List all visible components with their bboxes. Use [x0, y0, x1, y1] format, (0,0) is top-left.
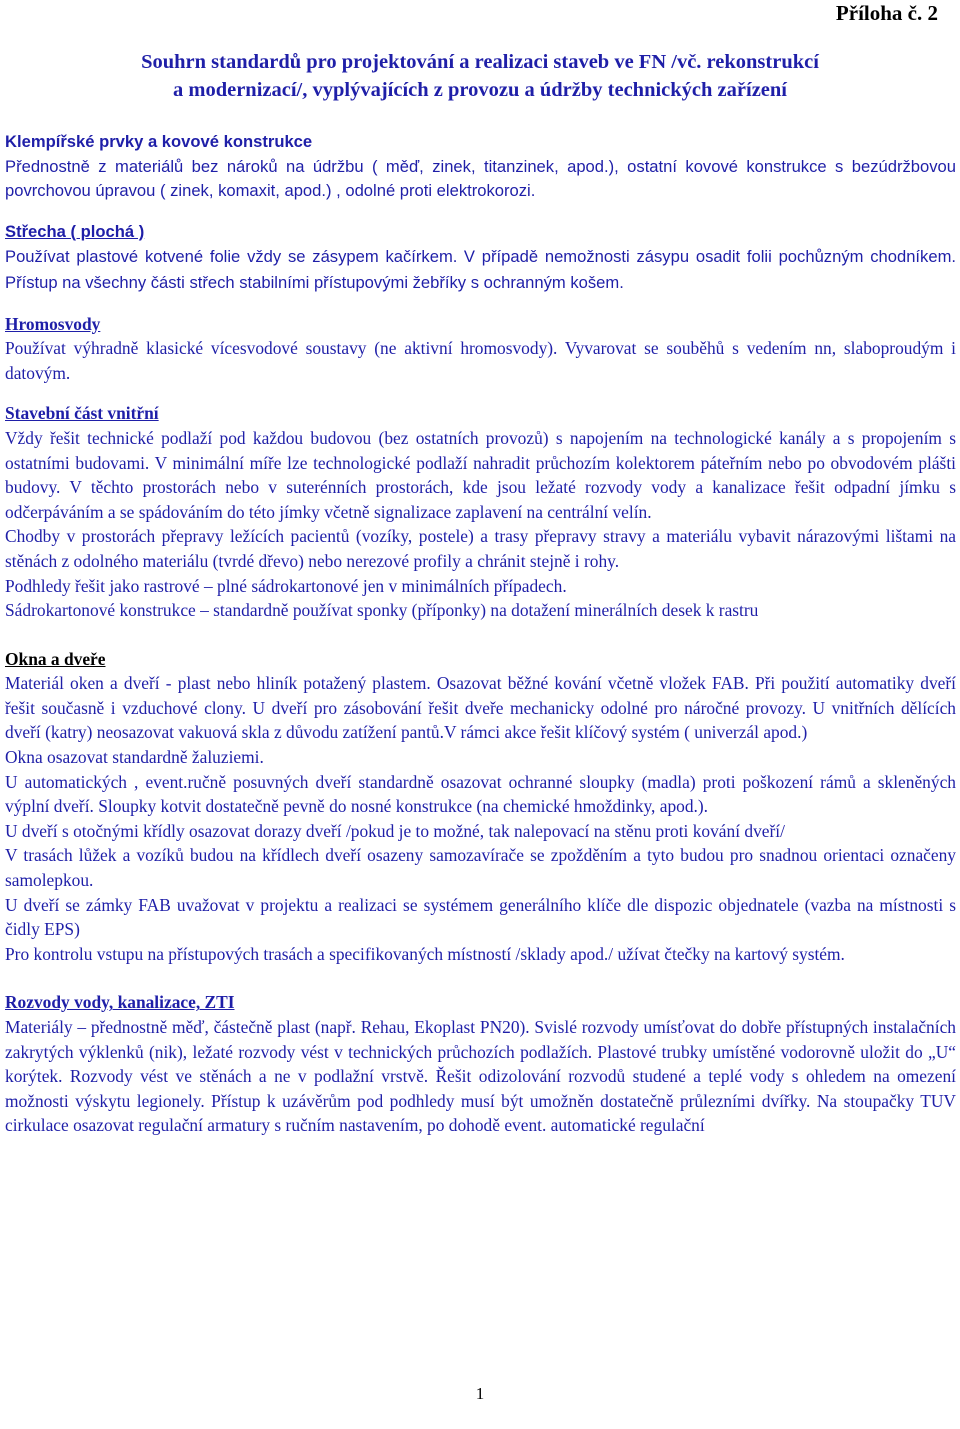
stavebni-paragraph-1: Vždy řešit technické podlaží pod každou budovou (bez ostatních provozů) s napojením na technologické kanály a s propojením s ostatními budovami. V minimální míře lze technologické podlaží nahradit průchozím kolektorem páteřním nebo po obvodovém plášti budovy. V těchto prostorách nebo v suterénních prostorách, kde jsou ležaté rozvody vody a kanalizace řešit odpadní jímku s odčerpáváním a se spádováním do této jímky včetně signalizace zaplavení na centrální velín.	[5, 427, 956, 522]
rozvody-paragraph-1: Materiály – přednostně měď, částečně plast (např. Rehau, Ekoplast PN20). Svislé rozvody umísťovat do dobře přístupných instalačních zakrytých výklenků (nik), ležaté rozvody vést v technických průchozích podlažích. Plastové trubky umístěné vodorovně uložit do „U“ korýtek. Rozvody vést ve stěnách a ne v podlažní vrstvě. Řešit odizolování rozvodů studené a teplé vody s ohledem na omezení možnosti výskytu legionely. Přístup k uzávěrům pod podhledy musí být umožněn dostatečně průlezními dvířky. Na stoupačky TUV cirkulace osazovat regulační armatury s ručním nastavením, po dohodě event. automatické regulační	[5, 1017, 956, 1136]
okna-paragraph-2: Okna osazovat standardně žaluziemi.	[5, 747, 264, 768]
section-heading-rozvody: Rozvody vody, kanalizace, ZTI	[5, 992, 235, 1013]
okna-paragraph-5: V trasách lůžek a vozíků budou na křídlech dveří osazeny samozavírače se zpožděním a tyto budou pro snadnou orientaci označeny samolepkou.	[5, 845, 956, 891]
document-title	[0, 48, 960, 104]
page-number: 1	[475, 1384, 485, 1403]
strecha-text-1: Používat plastové kotvené folie vždy se zásypem kačírkem.	[5, 247, 458, 267]
title-line-1: Souhrn standardů pro projektování a realizaci staveb ve FN /vč. rekonstrukcí	[141, 51, 819, 73]
stavebni-paragraph-2: Chodby v prostorách přepravy ležících pacientů (vozíky, postele) a trasy přepravy stravy a materiálu vybavit nárazovými lištami na stěnách z odolného materiálu (tvrdé dřevo) nebo nerezové profily a chránit stejně i rohy.	[5, 526, 956, 571]
okna-paragraph-7: Pro kontrolu vstupu na přístupových trasách a specifikovaných místností /sklady apod./ užívat čtečky na kartový systém.	[5, 943, 845, 964]
section-heading-stavebni: Stavební část vnitřní	[5, 403, 159, 424]
stavebni-paragraph-4: Sádrokartonové konstrukce – standardně používat sponky (příponky) na dotažení minerálních desek k rastru	[5, 600, 759, 621]
okna-paragraph-1: Materiál oken a dveří - plast nebo hliník potažený plastem. Osazovat běžné kování včetně vložek FAB. Při použití automatiky dveří řešit současně i vzduchové clony. U dveří pro zásobování řešit dveře mechanicky odolné pro náročné provozy. U vnitřních dělících dveří (katry) neosazovat vakuová skla z důvodu zatížení pantů.V rámci akce řešit klíčový systém ( univerzál apod.)	[5, 673, 956, 743]
section-text-strecha	[5, 244, 956, 295]
title-line-2: a modernizací/, vyplývajících z provozu a údržby technických zařízení	[173, 79, 787, 101]
section-heading-okna: Okna a dveře	[5, 648, 106, 669]
document-body	[5, 130, 956, 1138]
section-heading-klempir: Klempířské prvky a kovové konstrukce	[5, 132, 313, 151]
okna-paragraph-4: U dveří s otočnými křídly osazovat dorazy dveří /pokud je to možné, tak nalepovací na stěnu proti kování dveří/	[5, 820, 785, 841]
section-heading-strecha: Střecha ( plochá )	[5, 221, 145, 241]
okna-paragraph-6: U dveří se zámky FAB uvažovat v projektu a realizaci se systémem generálního klíče dle dispozic objednatele (vazba na místnosti s čidly EPS)	[5, 894, 956, 940]
annex-label: Příloha č. 2	[835, 1, 938, 25]
okna-paragraph-3: U automatických , event.ručně posuvných dveří standardně osazovat ochranné sloupky (madla) proti poškození rámů a skleněných výplní dveří. Sloupky kotvit dostatečně pevně do nosné konstrukce (na chemické hmoždinky, apod.).	[5, 771, 956, 817]
section-text-klempir: Přednostně z materiálů bez nároků na údržbu ( měď, zinek, titanzinek, apod.), ostatní kovové konstrukce s bezúdržbovou povrchovou úpravou ( zinek, komaxit, apod.) , odolné proti elektrokorozi.	[5, 156, 956, 201]
section-text-hromosvody: Používat výhradně klasické vícesvodové soustavy (ne aktivní hromosvody). Vyvarovat se souběhů s vedením nn, slaboproudým i datovým.	[5, 338, 956, 383]
strecha-text-2: V případě nemožnosti zásypu osadit folii pochůzným chodníkem. Přístup na všechny části střech stabilními přístupovými žebříky s ochranným košem.	[5, 247, 957, 292]
section-heading-hromosvody: Hromosvody	[5, 313, 101, 334]
stavebni-paragraph-3: Podhledy řešit jako rastrové – plné sádrokartonové jen v minimálních případech.	[5, 575, 567, 596]
